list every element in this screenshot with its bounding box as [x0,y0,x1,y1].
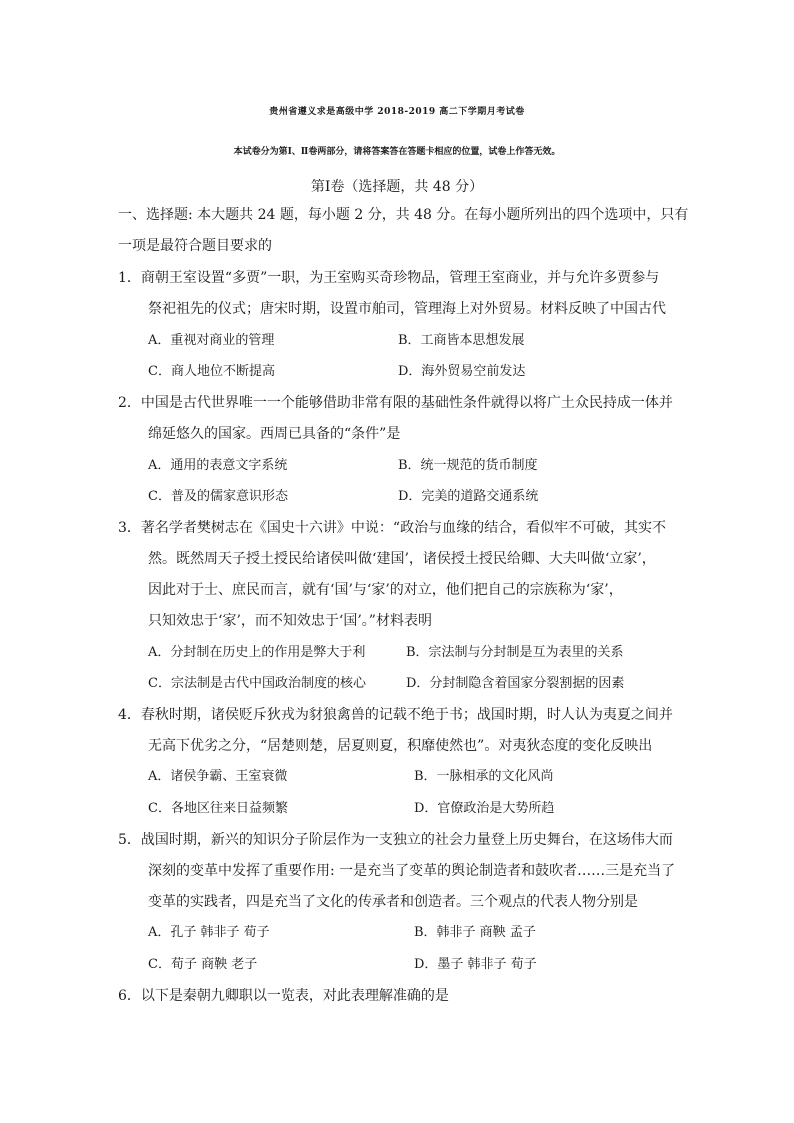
question-5-option-c: C．荀子 商鞅 老子 [148,957,258,972]
question-5-line-1: 5．战国时期，新兴的知识分子阶层作为一支独立的社会力量登上历史舞台，在这场伟大而 [118,832,673,848]
question-2-option-c: C．普及的儒家意识形态 [148,489,288,504]
question-3-line-4: 只知效忠于‘家’，而不知效忠于‘国’。”材料表明 [148,613,432,629]
question-3-option-d: D．分封制隐含着国家分裂割据的因素 [406,676,625,691]
question-2-line-1: 2．中国是古代世界唯一一个能够借助非常有限的基础性条件就得以将广土众民持成一体并 [118,395,673,411]
question-5-line-2: 深刻的变革中发挥了重要作用: 一是充当了变革的舆论制造者和鼓吹者……三是充当了 [148,863,676,879]
question-1-option-c: C．商人地位不断提高 [148,364,275,379]
question-1-option-b: B．工商皆本思想发展 [398,333,525,348]
section-title: 第Ⅰ卷（选择题，共 48 分） [310,179,484,195]
question-2-line-2: 绵延悠久的国家。西周已具备的“条件”是 [148,426,401,442]
question-2-option-b: B．统一规范的货币制度 [398,458,538,473]
question-5-line-3: 变革的实践者，四是充当了文化的传承者和创造者。三个观点的代表人物分别是 [148,894,638,910]
question-3-line-1: 3．著名学者樊树志在《国史十六讲》中说：“政治与血缘的结合，看似牢不可破，其实不 [118,520,667,536]
question-1-option-d: D．海外贸易空前发达 [398,364,526,379]
question-3-line-2: 然。既然周天子授土授民给诸侯叫做‘建国’，诸侯授土授民给卿、大夫叫做‘立家’， [148,551,656,567]
question-2-option-d: D．完美的道路交通系统 [398,489,539,504]
instructions-line-1: 一、选择题: 本大题共 24 题，每小题 2 分，共 48 分。在每小题所列出的四个选项中，只有 [118,207,689,223]
question-3-option-a: A．分封制在历史上的作用是弊大于利 [148,645,366,660]
question-4-option-d: D．官僚政治是大势所趋 [414,801,555,816]
question-5-option-a: A．孔子 韩非子 荀子 [148,925,270,940]
question-3-option-b: B．宗法制与分封制是互为表里的关系 [406,645,624,660]
question-1-line-1: 1．商朝王室设置“多贾”一职，为王室购买奇珍物品，管理王室商业，并与允许多贾参与 [118,270,660,286]
question-5-option-b: B．韩非子 商鞅 孟子 [414,925,536,940]
question-2-option-a: A．通用的表意文字系统 [148,458,288,473]
exam-title: 贵州省遵义求是高级中学 2018-2019 高二下学期月考试卷 [269,107,525,117]
question-4-option-c: C．各地区往来日益频繁 [148,801,288,816]
question-6-line-1: 6．以下是秦朝九卿职以一览表，对此表理解准确的是 [118,988,449,1004]
question-3-option-c: C．宗法制是古代中国政治制度的核心 [148,676,366,691]
instructions-line-2: 一项是最符合题目要求的 [118,238,272,254]
question-1-option-a: A．重视对商业的管理 [148,333,275,348]
question-4-option-a: A．诸侯争霸、王室衰微 [148,769,288,784]
question-1-line-2: 祭祀祖先的仪式；唐宋时期，设置市舶司，管理海上对外贸易。材料反映了中国古代 [148,301,666,317]
question-3-line-3: 因此对于士、庶民而言，就有‘国’与‘家’的对立，他们把自己的宗族称为‘家’， [148,582,623,598]
exam-notice: 本试卷分为第Ⅰ、Ⅱ卷两部分，请将答案答在答题卡相应的位置，试卷上作答无效。 [233,147,561,157]
question-4-option-b: B．一脉相承的文化风尚 [414,769,554,784]
question-4-line-2: 无高下优劣之分，“居楚则楚，居夏则夏，积靡使然也”。对夷狄态度的变化反映出 [148,738,653,754]
question-5-option-d: D．墨子 韩非子 荀子 [414,957,537,972]
question-4-line-1: 4．春秋时期，诸侯贬斥狄戎为豺狼禽兽的记载不绝于书；战国时期，时人认为夷夏之间并 [118,707,673,723]
